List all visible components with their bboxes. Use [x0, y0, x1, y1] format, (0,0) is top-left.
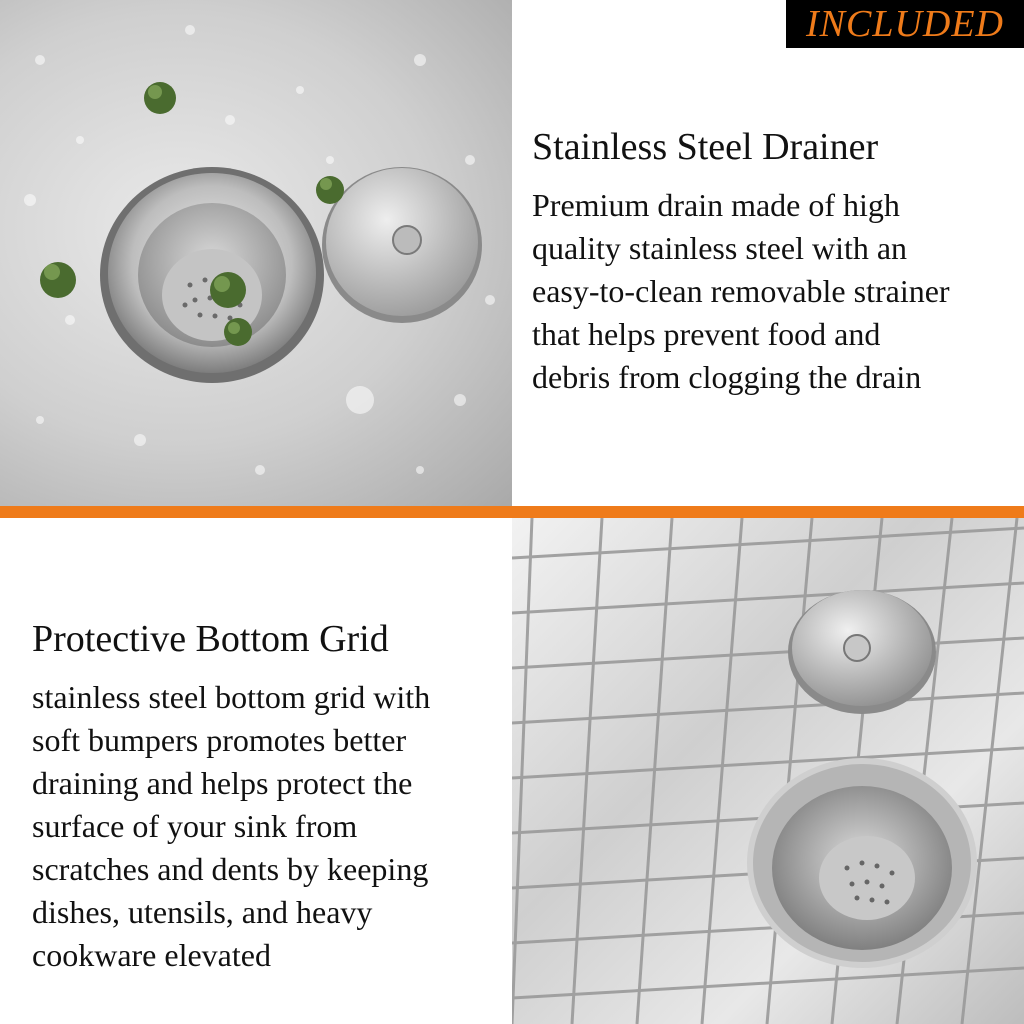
included-badge: [786, 0, 1024, 48]
drainer-photo: [0, 0, 512, 506]
grid-line: cookware elevated: [32, 937, 271, 973]
included-label: INCLUDED: [805, 3, 1005, 45]
drainer-title: Stainless Steel Drainer: [532, 126, 879, 168]
grid-title: Protective Bottom Grid: [32, 618, 389, 660]
drainer-line: easy-to-clean removable strainer: [532, 273, 950, 309]
drainer-line: that helps prevent food and: [532, 316, 881, 352]
grid-line: soft bumpers promotes better: [32, 722, 407, 758]
grid-line: stainless steel bottom grid with: [32, 679, 431, 715]
drainer-line: quality stainless steel with an: [532, 230, 908, 266]
grid-line: surface of your sink from: [32, 808, 358, 844]
grid-line: draining and helps protect the: [32, 765, 413, 801]
grid-line: scratches and dents by keeping: [32, 851, 429, 887]
section-divider: [0, 506, 1024, 518]
drainer-line: Premium drain made of high: [532, 187, 900, 223]
drainer-line: debris from clogging the drain: [532, 359, 922, 395]
grid-description: [32, 676, 502, 977]
bottom-grid-illustration: [512, 518, 1024, 1024]
bottom-grid-photo: [512, 518, 1024, 1024]
grid-line: dishes, utensils, and heavy: [32, 894, 373, 930]
drainer-description: [532, 184, 1022, 399]
drainer-illustration: [0, 0, 512, 506]
